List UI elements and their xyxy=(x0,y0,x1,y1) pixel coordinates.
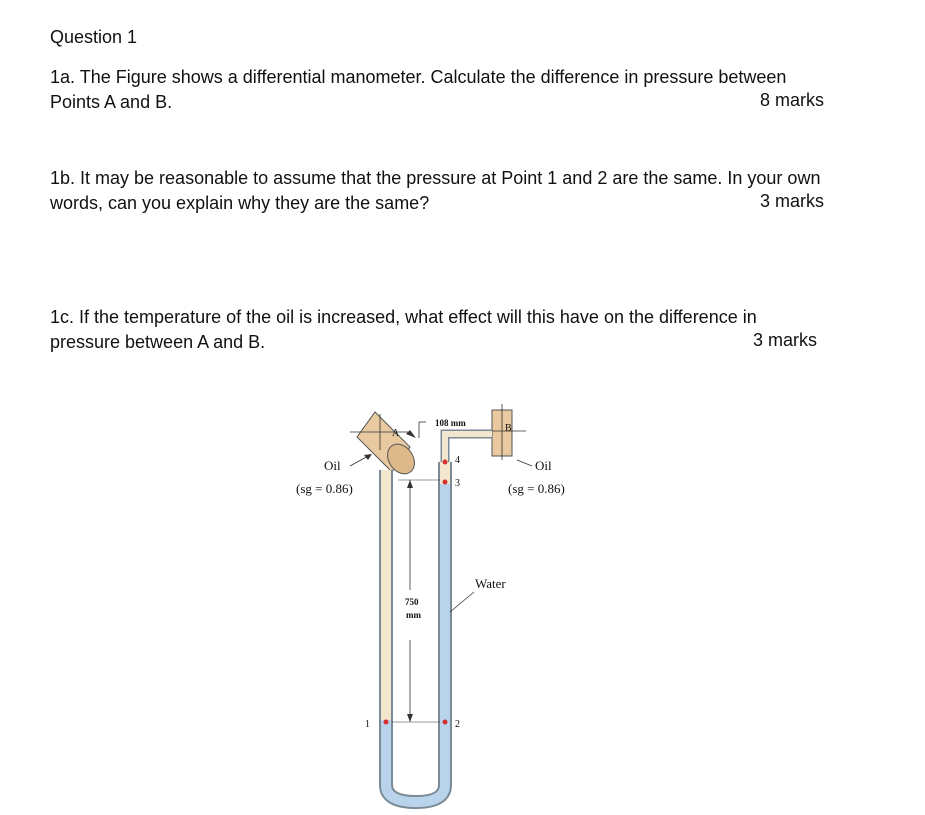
part-1a-marks: 8 marks xyxy=(759,90,824,110)
point-2-label: 2 xyxy=(455,719,460,730)
point-3-marker xyxy=(443,480,448,485)
oil-right-label: Oil xyxy=(535,458,552,473)
point-1-label: 1 xyxy=(365,719,370,730)
point-4-marker xyxy=(443,460,448,465)
point-b-label: B xyxy=(505,423,512,434)
part-1b-text: 1b. It may be reasonable to assume that the pressure at Point 1 and 2 are the same. In your own words, can you explain why they are the same? xyxy=(50,168,821,213)
point-4-label: 4 xyxy=(455,455,460,466)
top-dimension-label: 108 mm xyxy=(435,418,466,428)
manometer-figure xyxy=(280,400,600,815)
height-dimension-unit: mm xyxy=(406,610,421,620)
question-title: Question 1 xyxy=(50,27,138,47)
point-1-marker xyxy=(384,720,389,725)
oil-left-label: Oil xyxy=(324,458,341,473)
part-1a-text: 1a. The Figure shows a differential manometer. Calculate the difference in pressure between Points A and B. xyxy=(50,67,787,112)
point-a-label: A xyxy=(392,428,400,439)
part-1c-text: 1c. If the temperature of the oil is increased, what effect will this have on the difference in pressure between A and B. xyxy=(50,307,757,352)
point-3-label: 3 xyxy=(455,478,460,489)
part-1c-marks: 3 marks xyxy=(752,330,817,350)
point-2-marker xyxy=(443,720,448,725)
part-1b-marks: 3 marks xyxy=(759,191,824,211)
water-label: Water xyxy=(475,576,506,591)
oil-left-sg-label: (sg = 0.86) xyxy=(296,481,353,496)
pipe-a xyxy=(350,412,420,479)
height-dimension-value: 750 xyxy=(405,597,419,607)
oil-right-sg-label: (sg = 0.86) xyxy=(508,481,565,496)
